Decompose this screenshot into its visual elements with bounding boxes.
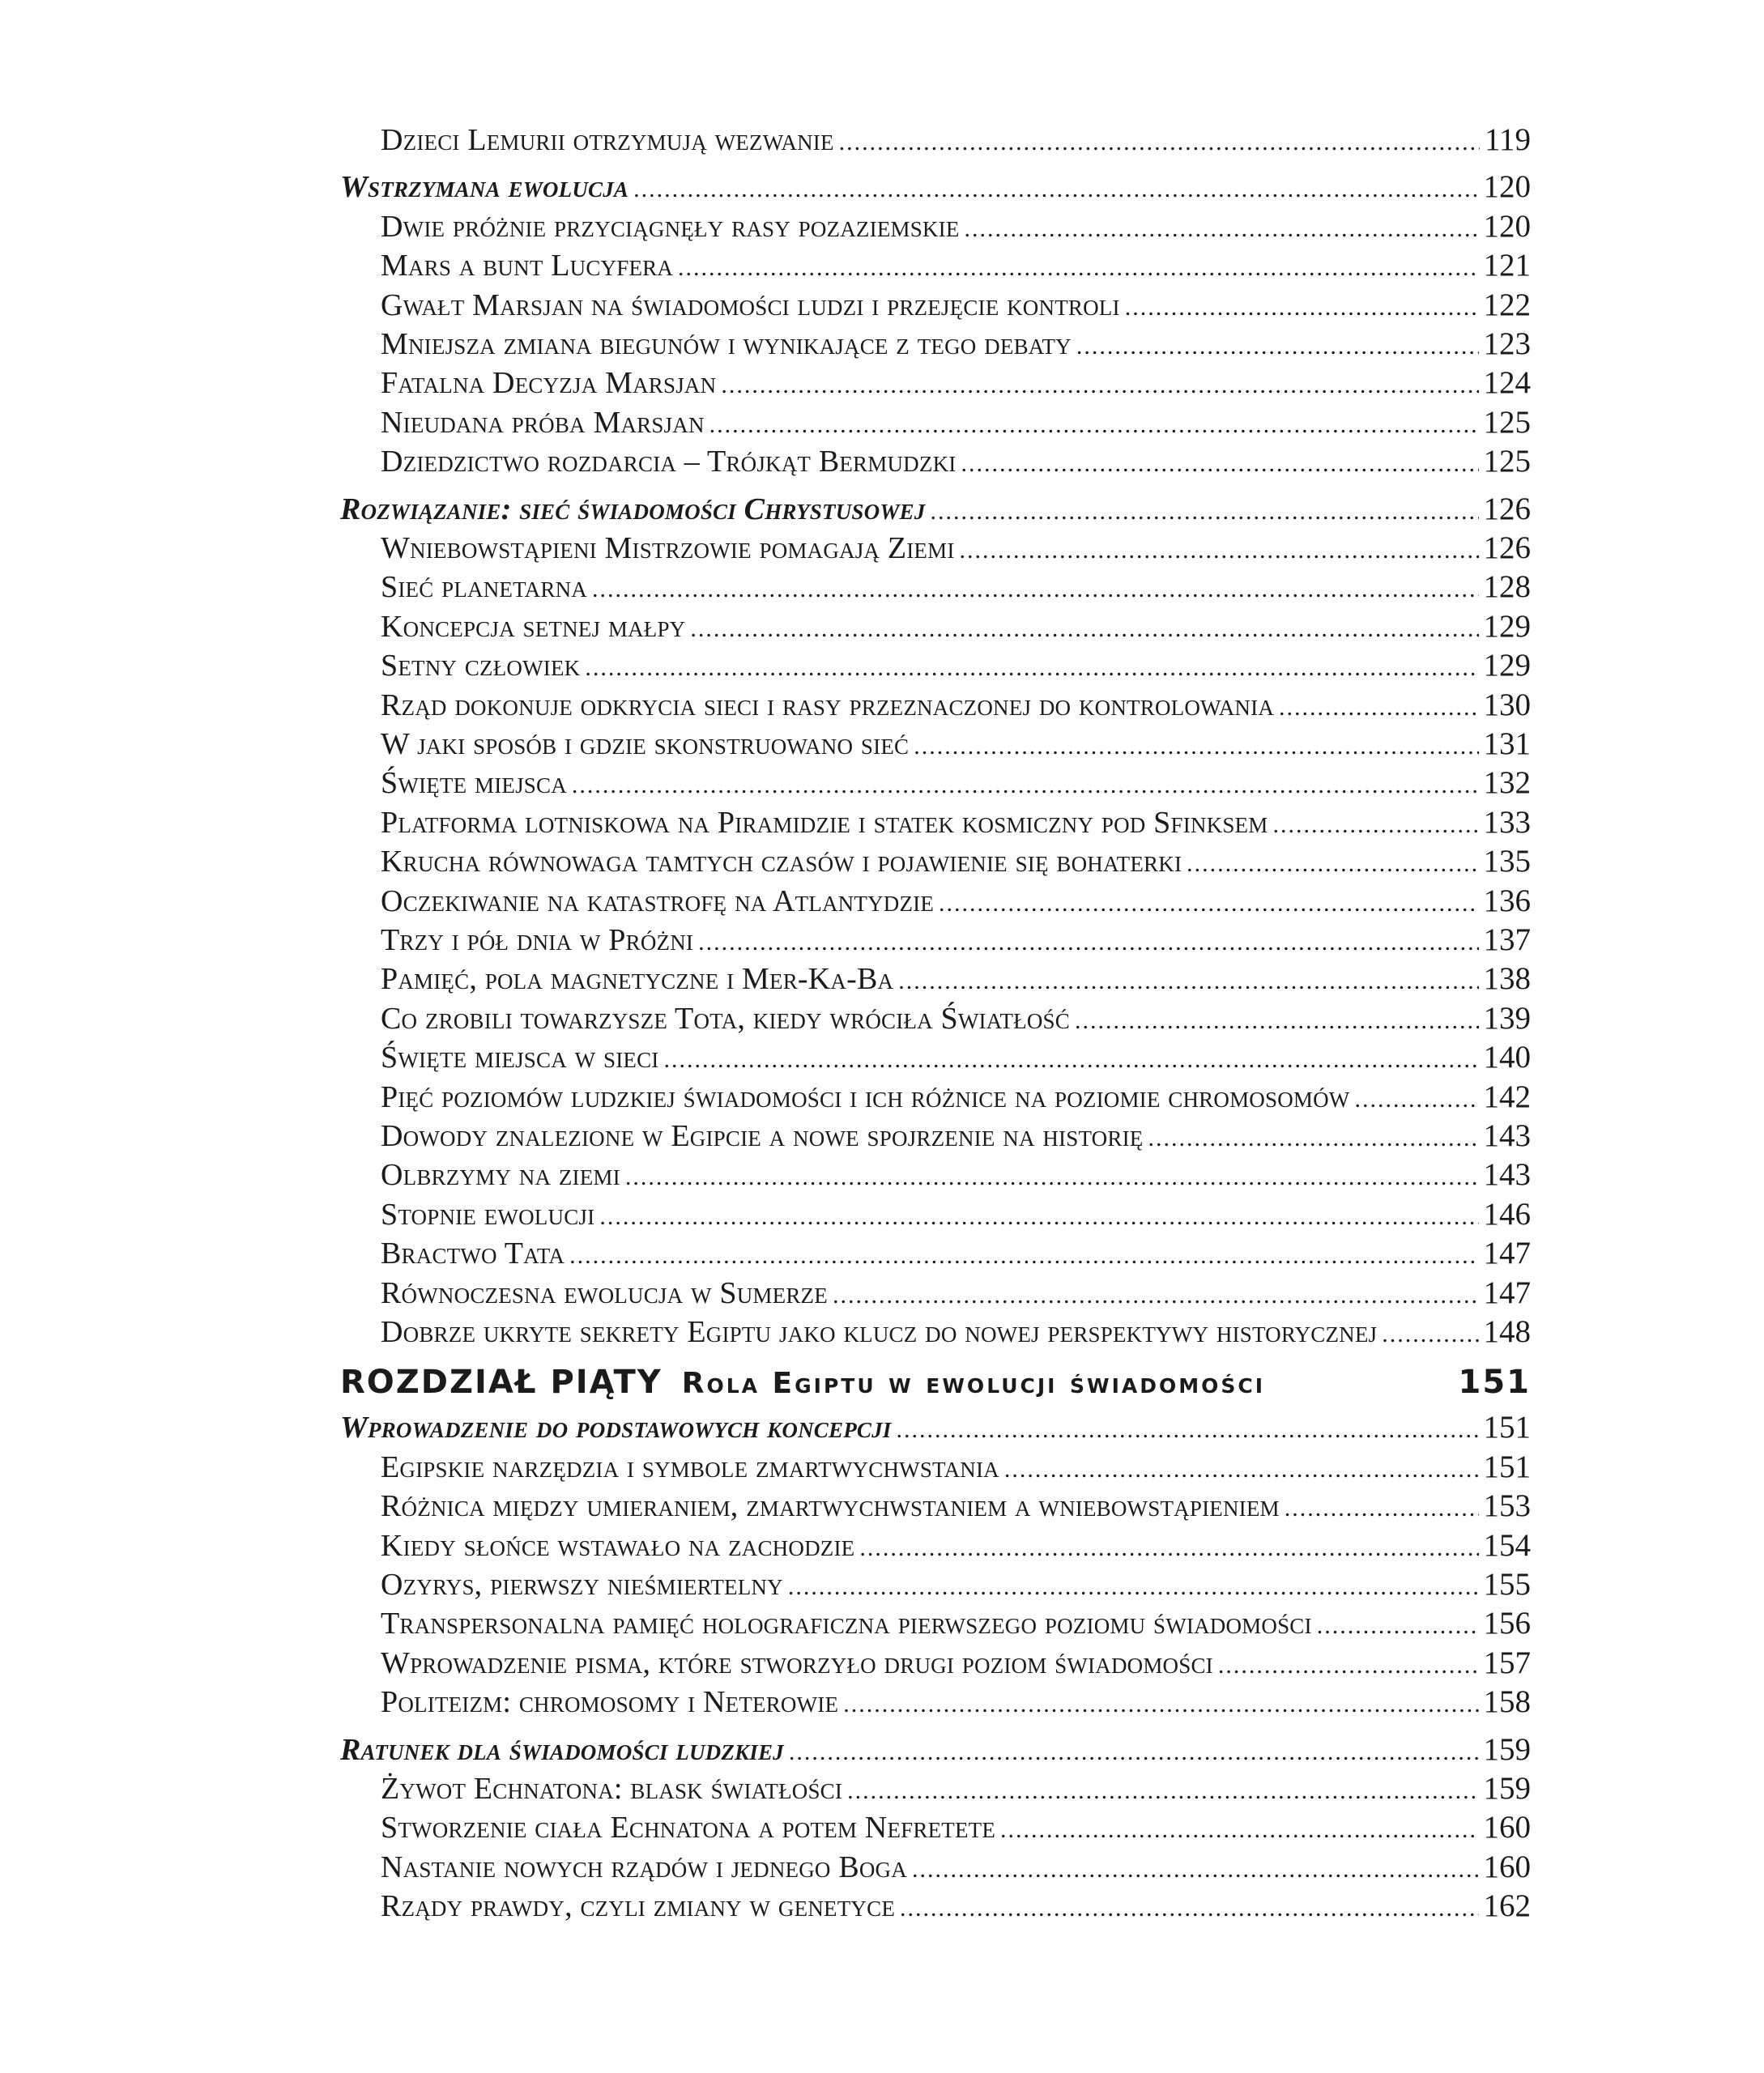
toc-entry	[381, 1566, 1531, 1605]
toc-entry-page: 160	[1483, 1810, 1531, 1845]
toc-entry-page: 120	[1483, 209, 1531, 244]
toc-entry	[381, 1849, 1531, 1888]
toc-entry-page: 142	[1483, 1079, 1531, 1114]
chapter-page-number: 151	[1458, 1364, 1531, 1401]
toc-entry-page: 151	[1483, 1449, 1531, 1484]
toc-entry-page: 143	[1483, 1118, 1531, 1153]
chapter-label: ROZDZIAŁ PIĄTY	[340, 1364, 663, 1401]
dot-leader	[1004, 1456, 1479, 1483]
dot-leader	[900, 1895, 1478, 1922]
dot-leader	[839, 129, 1480, 156]
toc-entry-title: Bractwo Tata	[381, 1237, 565, 1271]
dot-leader	[833, 1282, 1479, 1309]
dot-leader	[569, 1242, 1478, 1270]
toc-entry-title: W jaki sposób i gdzie skonstruowano sieć	[381, 727, 910, 761]
toc-entry-title: Sieć planetarna	[381, 570, 587, 604]
toc-entry	[381, 326, 1531, 364]
toc-entry-title: Wprowadzenie do podstawowych koncepcji	[340, 1411, 892, 1445]
toc-entry-page: 137	[1483, 922, 1531, 957]
toc-entry-page: 138	[1483, 961, 1531, 996]
toc-entry-title: Egipskie narzędzia i symbole zmartwychwstania	[381, 1450, 999, 1484]
toc-entry	[381, 647, 1531, 686]
toc-entry	[381, 1605, 1531, 1644]
toc-entry-title: Stworzenie ciała Echnatona a potem Nefretete	[381, 1811, 996, 1845]
toc-entry-title: Różnica między umieraniem, zmartwychwstaniem a wniebowstąpieniem	[381, 1489, 1280, 1523]
toc-entry-title: Dwie próżnie przyciągnęły rasy pozaziemskie	[381, 210, 960, 244]
toc-entry	[381, 726, 1531, 764]
dot-leader	[1218, 1652, 1479, 1679]
toc-entry-page: 133	[1483, 805, 1531, 840]
toc-entry-title: Rząd dokonuje odkrycia sieci i rasy przeznaczonej do kontrolowania	[381, 688, 1275, 722]
toc-entry-page: 132	[1483, 765, 1531, 800]
toc-entry	[381, 1156, 1531, 1195]
toc-section-entry	[340, 491, 1531, 530]
toc-entry-title: Pięć poziomów ludzkiej świadomości i ich różnice na poziomie chromosomów	[381, 1080, 1350, 1114]
toc-entry	[381, 208, 1531, 247]
toc-entry-title: Rozwiązanie: sieć świadomości Chrystusowej	[340, 492, 926, 526]
toc-entry-page: 140	[1483, 1040, 1531, 1075]
toc-entry-title: Równoczesna ewolucja w Sumerze	[381, 1276, 828, 1310]
dot-leader	[709, 411, 1479, 439]
toc-entry	[381, 1039, 1531, 1078]
dot-leader	[1076, 333, 1479, 360]
toc-entry-page: 151	[1483, 1410, 1531, 1445]
dot-leader	[1075, 1007, 1479, 1035]
toc-entry	[381, 764, 1531, 803]
toc-entry-title: Oczekiwanie na katastrofę na Atlantydzie	[381, 884, 935, 918]
toc-entry	[381, 608, 1531, 647]
dot-leader	[599, 1203, 1478, 1231]
toc-entry-title: Wniebowstąpieni Mistrzowie pomagają Ziemi	[381, 531, 955, 565]
dot-leader	[1187, 850, 1478, 878]
toc-entry-page: 131	[1483, 726, 1531, 761]
toc-entry-page: 162	[1483, 1888, 1531, 1923]
toc-entry	[381, 922, 1531, 960]
toc-entry-title: Olbrzymy na ziemi	[381, 1158, 620, 1192]
toc-entry-title: Ozyrys, pierwszy nieśmiertelny	[381, 1568, 783, 1602]
toc-entry-page: 119	[1484, 122, 1531, 157]
toc-entry-page: 135	[1483, 844, 1531, 879]
toc-entry-page: 120	[1483, 169, 1531, 204]
toc-entry-page: 147	[1483, 1275, 1531, 1310]
toc-entry-page: 139	[1483, 1001, 1531, 1036]
toc-entry-title: Mars a bunt Lucyfera	[381, 249, 674, 283]
dot-leader	[1148, 1125, 1478, 1152]
toc-entry-page: 130	[1483, 687, 1531, 722]
toc-entry	[381, 1196, 1531, 1235]
dot-leader	[1272, 811, 1478, 839]
toc-entry	[381, 843, 1531, 882]
chapter-heading	[340, 1364, 1531, 1409]
toc-entry	[381, 1235, 1531, 1274]
toc-entry-title: Mniejsza zmiana biegunów i wynikające z tego debaty	[381, 327, 1072, 361]
toc-entry-page: 124	[1483, 365, 1531, 400]
toc-entry-page: 125	[1483, 444, 1531, 479]
toc-entry-page: 159	[1483, 1771, 1531, 1806]
toc-entry-title: Platforma lotniskowa na Piramidzie i statek kosmiczny pod Sfinksem	[381, 806, 1268, 840]
toc-entry-title: Fatalna Decyzja Marsjan	[381, 366, 717, 400]
dot-leader	[912, 1856, 1479, 1884]
toc-entry	[381, 530, 1531, 568]
toc-entry	[381, 1645, 1531, 1684]
toc-section-entry	[340, 1409, 1531, 1448]
dot-leader	[625, 1164, 1479, 1191]
toc-entry-title: Politeizm: chromosomy i Neterowie	[381, 1685, 839, 1719]
toc-entry-page: 126	[1483, 492, 1531, 526]
dot-leader	[930, 498, 1478, 526]
toc-entry	[381, 247, 1531, 286]
toc-entry-page: 154	[1483, 1528, 1531, 1563]
toc-entry-page: 147	[1483, 1236, 1531, 1271]
toc-entry	[381, 121, 1531, 160]
toc-entry-page: 153	[1483, 1488, 1531, 1523]
dot-leader	[1125, 294, 1479, 321]
dot-leader	[898, 968, 1478, 995]
dot-leader	[572, 772, 1479, 799]
toc-entry-title: Wstrzymana ewolucja	[340, 170, 629, 204]
toc-entry-page: 125	[1483, 405, 1531, 440]
toc-entry-page: 122	[1483, 287, 1531, 322]
toc-entry	[381, 1527, 1531, 1566]
toc-entry-title: Co zrobili towarzysze Tota, kiedy wróciła Światłość	[381, 1002, 1070, 1036]
toc-entry	[381, 1000, 1531, 1039]
toc-entry-title: Nastanie nowych rządów i jednego Boga	[381, 1850, 907, 1884]
dot-leader	[859, 1535, 1478, 1562]
toc-entry	[381, 1079, 1531, 1117]
dot-leader	[897, 1416, 1479, 1444]
toc-entry	[381, 1888, 1531, 1926]
toc-entry	[381, 804, 1531, 843]
dot-leader	[1355, 1086, 1479, 1113]
toc-entry-page: 146	[1483, 1197, 1531, 1232]
toc-entry	[381, 287, 1531, 326]
toc-entry-title: Trzy i pół dnia w Próżni	[381, 923, 694, 957]
toc-entry-title: Gwałt Marsjan na świadomości ludzi i przejęcie kontroli	[381, 288, 1120, 322]
dot-leader	[960, 537, 1479, 564]
dot-leader	[1285, 1495, 1479, 1522]
toc-entry-page: 156	[1483, 1606, 1531, 1641]
dot-leader	[939, 890, 1478, 917]
toc-entry	[381, 443, 1531, 482]
toc-entry-title: Setny człowiek	[381, 649, 581, 683]
dot-leader	[1000, 1816, 1478, 1844]
toc-entry-page: 128	[1483, 569, 1531, 604]
toc-entry-title: Ratunek dla świadomości ludzkiej	[340, 1733, 784, 1767]
dot-leader	[788, 1573, 1479, 1601]
toc-entry-title: Święte miejsca	[381, 766, 567, 800]
toc-entry	[381, 960, 1531, 999]
dot-leader	[914, 733, 1478, 760]
dot-leader	[698, 929, 1478, 956]
dot-leader	[843, 1691, 1478, 1718]
dot-leader	[961, 450, 1478, 478]
toc-entry	[381, 1770, 1531, 1809]
toc-entry-page: 157	[1483, 1645, 1531, 1680]
toc-entry-page: 158	[1483, 1684, 1531, 1719]
toc-section-entry	[340, 1731, 1531, 1770]
toc-entry-title: Pamięć, pola magnetyczne i Mer-Ka-Ba	[381, 962, 894, 996]
toc-entry-page: 159	[1483, 1732, 1531, 1767]
dot-leader	[678, 254, 1478, 282]
toc-entry	[381, 364, 1531, 403]
toc-entry-page: 143	[1483, 1157, 1531, 1192]
toc-entry-title: Stopnie ewolucji	[381, 1198, 595, 1232]
toc-entry-title: Transpersonalna pamięć holograficzna pierwszego poziomu świadomości	[381, 1607, 1312, 1641]
toc-entry-title: Dowody znalezione w Egipcie a nowe spojrzenie na historię	[381, 1119, 1144, 1153]
toc-entry-title: Święte miejsca w sieci	[381, 1041, 659, 1075]
toc-entry-title: Rządy prawdy, czyli zmiany w genetyce	[381, 1889, 896, 1923]
toc-entry	[381, 1684, 1531, 1722]
toc-entry-title: Wprowadzenie pisma, które stworzyło drugi poziom świadomości	[381, 1646, 1213, 1680]
dot-leader	[1317, 1612, 1479, 1640]
toc-entry	[381, 1313, 1531, 1352]
toc-entry-page: 123	[1483, 326, 1531, 361]
toc-entry	[381, 568, 1531, 607]
toc-entry	[381, 1809, 1531, 1848]
dot-leader	[847, 1777, 1478, 1805]
chapter-title: Rola Egiptu w ewolucji świadomości	[681, 1367, 1266, 1400]
toc-entry	[381, 404, 1531, 443]
toc-entry-title: Nieudana próba Marsjan	[381, 406, 705, 440]
dot-leader	[1382, 1321, 1478, 1348]
toc-entry-page: 136	[1483, 883, 1531, 918]
toc-entry	[381, 1275, 1531, 1313]
dot-leader	[721, 372, 1478, 399]
toc-entry	[381, 1117, 1531, 1156]
toc-entry-page: 160	[1483, 1850, 1531, 1884]
toc-entry-page: 129	[1483, 648, 1531, 683]
dot-leader	[1279, 694, 1478, 722]
toc-section-entry	[340, 168, 1531, 207]
toc-entry-page: 155	[1483, 1567, 1531, 1602]
dot-leader	[965, 215, 1479, 243]
toc-entry-title: Kiedy słońce wstawało na zachodzie	[381, 1529, 855, 1563]
toc-entry	[381, 687, 1531, 726]
toc-entry-page: 129	[1483, 609, 1531, 644]
dot-leader	[585, 654, 1478, 682]
toc-entry-title: Żywot Echnatona: blask światłości	[381, 1772, 843, 1806]
dot-leader	[789, 1739, 1479, 1766]
toc-entry	[381, 883, 1531, 922]
toc-entry-page: 126	[1483, 530, 1531, 565]
toc-entry	[381, 1449, 1531, 1488]
toc-entry-title: Dziedzictwo rozdarcia – Trójkąt Bermudzki	[381, 445, 957, 479]
toc-entry-title: Dobrze ukryte sekrety Egiptu jako klucz do nowej perspektywy historycznej	[381, 1315, 1378, 1349]
toc-entry-page: 121	[1483, 248, 1531, 283]
dot-leader	[633, 176, 1478, 203]
toc-entry-title: Dzieci Lemurii otrzymują wezwanie	[381, 123, 834, 157]
dot-leader	[664, 1046, 1479, 1074]
toc-entry-title: Krucha równowaga tamtych czasów i pojawienie się bohaterki	[381, 845, 1182, 879]
dot-leader	[690, 615, 1478, 643]
toc-entry-title: Koncepcja setnej małpy	[381, 610, 686, 644]
toc-entry	[381, 1488, 1531, 1526]
dot-leader	[592, 576, 1479, 603]
toc-entry-page: 148	[1483, 1314, 1531, 1349]
